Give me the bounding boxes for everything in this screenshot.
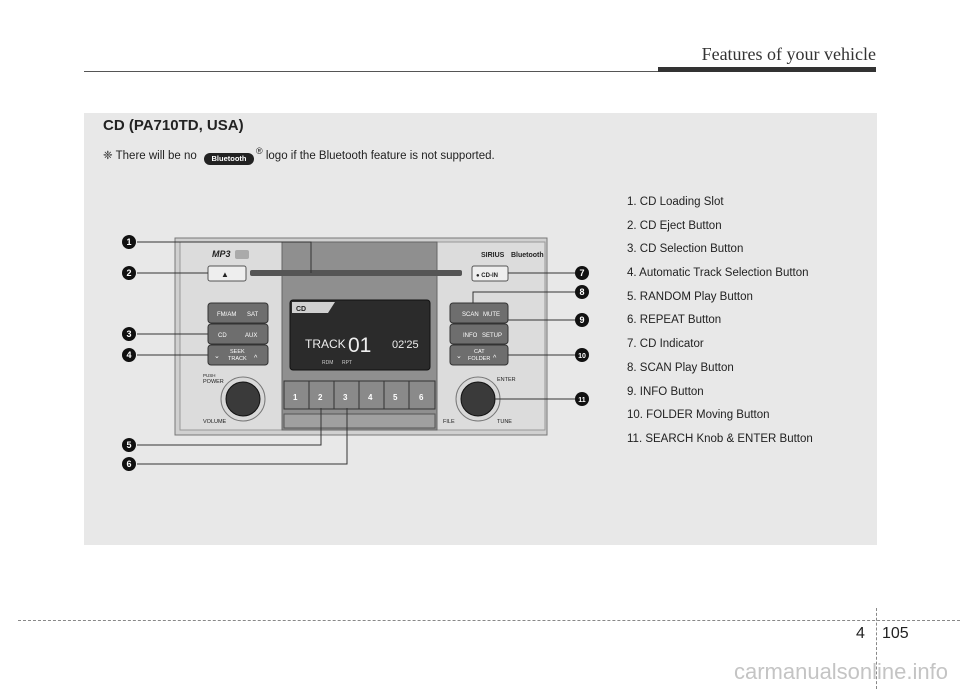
bluetooth-note <box>103 146 495 165</box>
note-text-before: There will be no <box>112 149 201 162</box>
cd-selection-button[interactable] <box>208 324 268 344</box>
preset-label: 4 <box>368 393 373 402</box>
legend-item: 3. CD Selection Button <box>627 243 744 256</box>
chevron-down-icon: ⌄ <box>456 353 462 360</box>
legend-item: 7. CD Indicator <box>627 338 704 351</box>
eject-icon: ▲ <box>221 270 229 279</box>
callout-label: 3 <box>126 329 132 339</box>
folder-label: FOLDER <box>468 356 491 362</box>
push-label: PUSH <box>203 373 216 378</box>
page-header-title: Features of your vehicle <box>701 44 876 64</box>
legend-item: 2. CD Eject Button <box>627 219 722 232</box>
note-text-after: logo if the Bluetooth feature is not supported. <box>262 149 495 162</box>
callout-label: 7 <box>579 268 585 278</box>
legend-item: 4. Automatic Track Selection Button <box>627 267 809 280</box>
power-volume-knob[interactable] <box>226 382 260 416</box>
preset-label: 2 <box>318 393 323 402</box>
registered-mark: ® <box>256 146 263 156</box>
file-label: FILE <box>443 419 455 425</box>
callout-label: 9 <box>579 315 585 325</box>
page-number: 105 <box>882 625 909 642</box>
cd-label: CD <box>218 333 227 339</box>
display-mode: CD <box>296 306 307 313</box>
display-track-label: TRACK <box>305 337 346 351</box>
display-track-number: 01 <box>348 334 372 357</box>
legend-item: 11. SEARCH Knob & ENTER Button <box>627 432 813 445</box>
preset-button-row <box>284 381 435 409</box>
chevron-up-icon: ^ <box>254 355 258 362</box>
preset-label: 6 <box>419 393 424 402</box>
callout-label: 4 <box>126 350 132 360</box>
display-time: 02'25 <box>392 339 419 351</box>
watermark: carmanualsonline.info <box>733 659 948 684</box>
display-rpt: RPT <box>342 360 352 366</box>
cd-loading-slot[interactable] <box>250 270 462 276</box>
callout-label: 2 <box>126 268 132 278</box>
lower-trim <box>284 414 435 428</box>
tune-label: TUNE <box>497 419 512 425</box>
info-label: INFO <box>463 333 478 339</box>
radio-diagram <box>100 224 600 474</box>
cat-label: CAT <box>474 349 485 355</box>
bluetooth-label: Bluetooth <box>511 252 544 259</box>
aux-label: AUX <box>245 333 258 339</box>
preset-label: 3 <box>343 393 348 402</box>
track-label: TRACK <box>228 356 247 362</box>
mp3-label: MP3 <box>212 249 231 259</box>
bluetooth-logo-icon: Bluetooth <box>204 153 254 165</box>
callout-label: 10 <box>578 353 586 360</box>
cd-in-label: ● CD-IN <box>476 273 498 279</box>
legend-item: 8. SCAN Play Button <box>627 361 734 374</box>
note-symbol: ❈ <box>103 149 113 162</box>
callout-label: 6 <box>126 459 132 469</box>
callout-label: 1 <box>126 237 132 247</box>
footer-rule <box>18 620 960 621</box>
legend-item: 10. FOLDER Moving Button <box>627 409 770 422</box>
enter-label: ENTER <box>497 377 516 383</box>
power-label: POWER <box>203 379 224 385</box>
legend-item: 1. CD Loading Slot <box>627 196 724 208</box>
sat-label: SAT <box>247 312 259 318</box>
scan-label: SCAN <box>462 312 479 318</box>
preset-label: 5 <box>393 393 398 402</box>
search-enter-knob[interactable] <box>461 382 495 416</box>
callout-label: 11 <box>578 397 586 404</box>
fm-am-label: FM/AM <box>217 312 237 318</box>
section-title: CD (PA710TD, USA) <box>103 117 244 134</box>
callout-label: 5 <box>126 440 132 450</box>
legend-item: 9. INFO Button <box>627 385 704 398</box>
callout-label: 8 <box>579 287 585 297</box>
mp3-badge <box>235 250 249 259</box>
legend-list <box>627 193 813 454</box>
chevron-up-icon: ^ <box>493 355 497 362</box>
display-rdm: RDM <box>322 360 334 366</box>
setup-label: SETUP <box>482 333 503 339</box>
volume-label: VOLUME <box>203 419 227 425</box>
header-accent-bar <box>658 67 876 72</box>
preset-label: 1 <box>293 393 298 402</box>
legend-item: 6. REPEAT Button <box>627 314 722 327</box>
mute-label: MUTE <box>483 312 500 318</box>
legend-item: 5. RANDOM Play Button <box>627 290 753 303</box>
sirius-label: SIRIUS <box>481 252 505 259</box>
seek-label: SEEK <box>230 349 245 355</box>
chevron-down-icon: ⌄ <box>214 353 220 360</box>
chapter-number: 4 <box>856 625 865 642</box>
